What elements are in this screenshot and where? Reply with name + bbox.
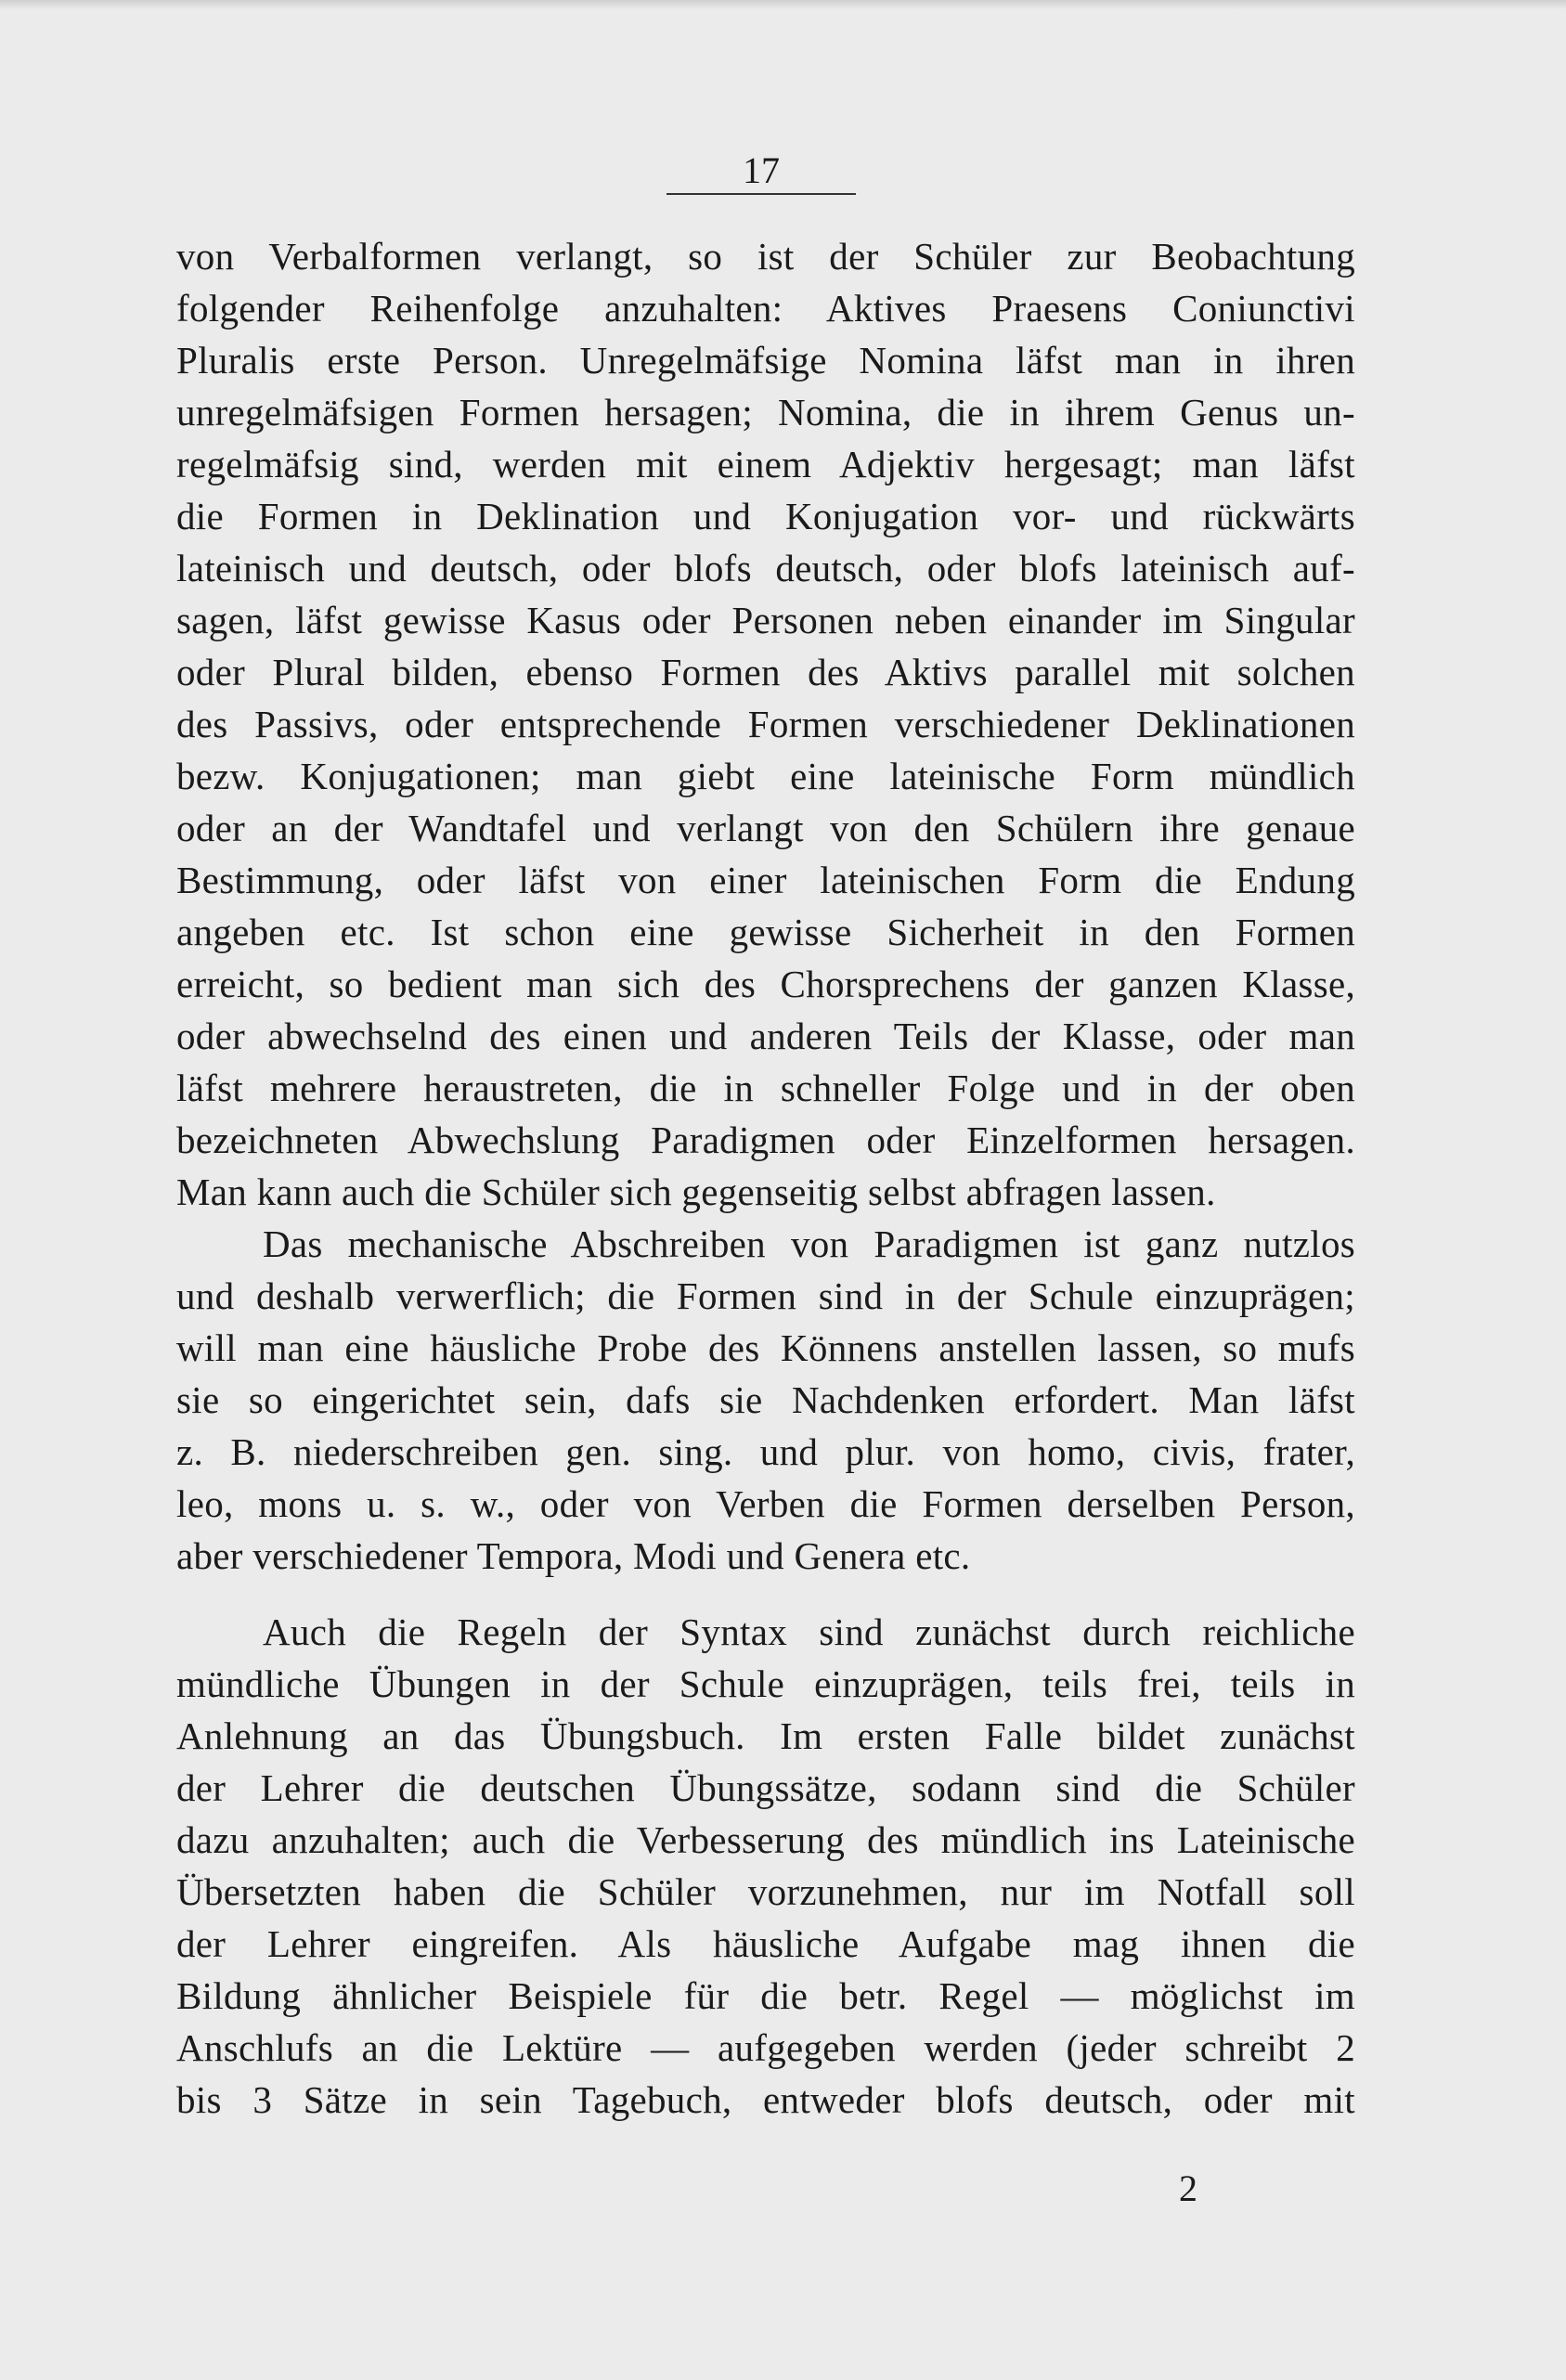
text-line: Anschlufs an die Lektüre — aufgegeben werden (jeder schreibt 2 <box>176 2026 1355 2069</box>
text-line: Bestimmung, oder läfst von einer lateinischen Form die Endung <box>176 859 1355 901</box>
text-line: oder abwechselnd des einen und anderen Teils der Klasse, oder man <box>176 1015 1355 1057</box>
header-rule <box>667 193 856 195</box>
text-line: und deshalb verwerflich; die Formen sind in der Schule einzuprägen; <box>176 1274 1355 1317</box>
text-line: z. B. niederschreiben gen. sing. und plur. von homo, civis, frater, <box>176 1430 1355 1473</box>
signature-mark: 2 <box>1179 2167 1197 2209</box>
text-line: Auch die Regeln der Syntax sind zunächst durch reichliche <box>263 1610 1355 1653</box>
text-line: läfst mehrere heraustreten, die in schneller Folge und in der oben <box>176 1067 1355 1109</box>
text-line: Bildung ähnlicher Beispiele für die betr. Regel — möglichst im <box>176 1974 1355 2017</box>
text-line: sie so eingerichtet sein, dafs sie Nachdenken erfordert. Man läfst <box>176 1378 1355 1421</box>
text-line: des Passivs, oder entsprechende Formen verschiedener Deklinationen <box>176 703 1355 745</box>
text-line: mündliche Übungen in der Schule einzuprägen, teils frei, teils in <box>176 1662 1355 1705</box>
text-line: dazu anzuhalten; auch die Verbesserung des mündlich ins Lateinische <box>176 1818 1355 1861</box>
text-line: leo, mons u. s. w., oder von Verben die Formen derselben Person, <box>176 1482 1355 1525</box>
text-line: der Lehrer eingreifen. Als häusliche Aufgabe mag ihnen die <box>176 1922 1355 1965</box>
text-line: Pluralis erste Person. Unregelmäfsige Nomina läfst man in ihren <box>176 339 1355 382</box>
text-line: lateinisch und deutsch, oder blofs deutsch, oder blofs lateinisch auf- <box>176 547 1355 589</box>
text-line: folgender Reihenfolge anzuhalten: Aktives Praesens Coniunctivi <box>176 287 1355 330</box>
text-line: unregelmäfsigen Formen hersagen; Nomina, die in ihrem Genus un- <box>176 391 1355 433</box>
text-line: der Lehrer die deutschen Übungssätze, sodann sind die Schüler <box>176 1766 1355 1809</box>
text-line: Übersetzten haben die Schüler vorzunehmen, nur im Notfall soll <box>176 1870 1355 1913</box>
text-line: will man eine häusliche Probe des Könnens anstellen lassen, so mufs <box>176 1326 1355 1369</box>
text-line: bezw. Konjugationen; man giebt eine lateinische Form mündlich <box>176 755 1355 797</box>
text-line: oder an der Wandtafel und verlangt von den Schülern ihre genaue <box>176 807 1355 849</box>
text-line: aber verschiedener Tempora, Modi und Genera etc. <box>176 1534 971 1577</box>
text-line: erreicht, so bedient man sich des Chorsprechens der ganzen Klasse, <box>176 963 1355 1005</box>
text-line: bis 3 Sätze in sein Tagebuch, entweder blofs deutsch, oder mit <box>176 2078 1355 2121</box>
text-line: Man kann auch die Schüler sich gegenseitig selbst abfragen lassen. <box>176 1171 1216 1213</box>
text-line: die Formen in Deklination und Konjugation vor- und rückwärts <box>176 495 1355 537</box>
text-line: sagen, läfst gewisse Kasus oder Personen neben einander im Singular <box>176 599 1355 641</box>
page-top-edge <box>0 0 1566 9</box>
text-line: angeben etc. Ist schon eine gewisse Sicherheit in den Formen <box>176 911 1355 953</box>
text-line: von Verbalformen verlangt, so ist der Schüler zur Beobachtung <box>176 235 1355 278</box>
text-line: oder Plural bilden, ebenso Formen des Aktivs parallel mit solchen <box>176 651 1355 693</box>
text-line: bezeichneten Abwechslung Paradigmen oder Einzelformen hersagen. <box>176 1119 1355 1161</box>
text-line: regelmäfsig sind, werden mit einem Adjektiv hergesagt; man läfst <box>176 443 1355 485</box>
page-number: 17 <box>743 149 780 191</box>
text-line: Das mechanische Abschreiben von Paradigmen ist ganz nutzlos <box>263 1222 1355 1265</box>
text-line: Anlehnung an das Übungsbuch. Im ersten Falle bildet zunächst <box>176 1714 1355 1757</box>
